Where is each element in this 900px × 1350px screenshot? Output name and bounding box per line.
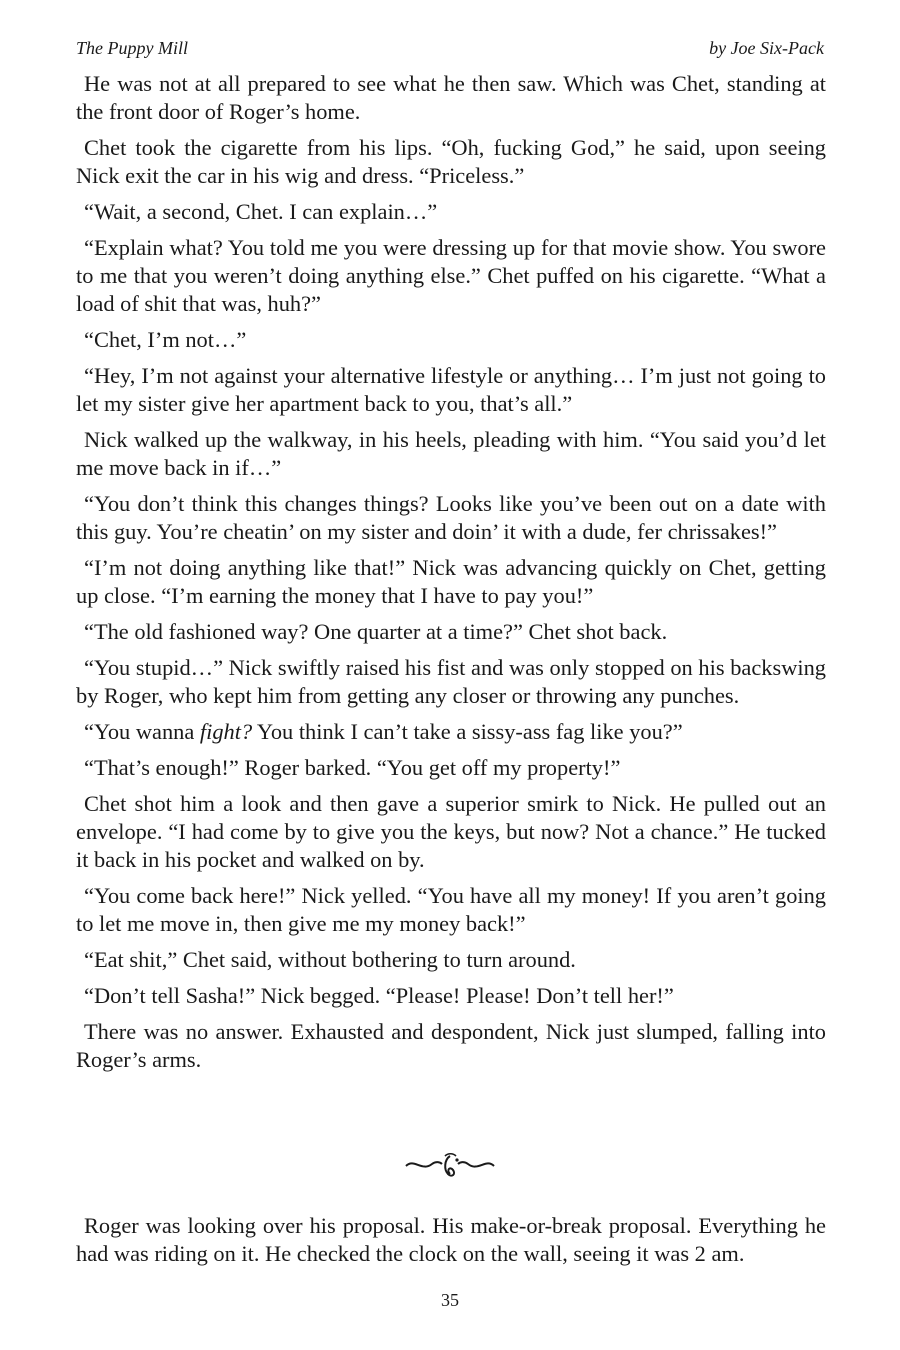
fight-italic: fight? — [199, 719, 253, 744]
paragraph: There was no answer. Exhausted and despondent, Nick just slumped, falling into Roger’s arms. — [76, 1019, 826, 1072]
paragraph: He was not at all prepared to see what he then saw. Which was Chet, standing at the front door of Roger’s home. — [76, 71, 826, 124]
paragraph: Nick walked up the walkway, in his heels, pleading with him. “You said you’d let me move back in if…” — [76, 427, 826, 480]
paragraph: “Wait, a second, Chet. I can explain…” — [84, 199, 438, 224]
page-number: 35 — [441, 1290, 459, 1310]
fight-before: “You wanna — [84, 719, 200, 744]
paragraph: “You come back here!” Nick yelled. “You have all my money! If you aren’t going to let me move in, then give me my money back!” — [76, 883, 826, 936]
paragraph: “Explain what? You told me you were dressing up for that movie show. You swore to me that you weren’t doing anything else.” Chet puffed on his cigarette. “What a load of shit that was, huh?” — [76, 235, 826, 316]
paragraph: Chet took the cigarette from his lips. “Oh, fucking God,” he said, upon seeing Nick exit the car in his wig and dress. “Priceless.” — [76, 135, 826, 188]
paragraph: “Chet, I’m not…” — [84, 327, 247, 352]
running-header-author: by Joe Six-Pack — [709, 38, 824, 58]
paragraph-fight — [76, 718, 826, 746]
body-text — [76, 70, 826, 1082]
paragraph: “The old fashioned way? One quarter at a time?” Chet shot back. — [84, 619, 668, 644]
paragraph: “Don’t tell Sasha!” Nick begged. “Please! Please! Don’t tell her!” — [84, 983, 674, 1008]
fight-after: You think I can’t take a sissy-ass fag like you?” — [252, 719, 683, 744]
paragraph: “You stupid…” Nick swiftly raised his fist and was only stopped on his backswing by Roger, who kept him from getting any closer or throwing any punches. — [76, 655, 826, 708]
paragraph: “Hey, I’m not against your alternative lifestyle or anything… I’m just not going to let my sister give her apartment back to you, that’s all.” — [76, 363, 826, 416]
running-header-title: The Puppy Mill — [76, 38, 188, 58]
paragraph: Chet shot him a look and then gave a superior smirk to Nick. He pulled out an envelope. “I had come by to give you the keys, but now? Not a chance.” He tucked it back in his pocket and walked on by. — [76, 791, 826, 872]
paragraph: “I’m not doing anything like that!” Nick was advancing quickly on Chet, getting up close. “I’m earning the money that I have to pay you!” — [76, 555, 826, 608]
paragraph: “You don’t think this changes things? Looks like you’ve been out on a date with this guy. You’re cheatin’ on my sister and doin’ it with a dude, fer chrissakes!” — [76, 491, 826, 544]
body-text-after-break — [76, 1212, 826, 1276]
paragraph: “Eat shit,” Chet said, without bothering to turn around. — [84, 947, 576, 972]
section-break-flourish-icon-svg — [400, 1148, 500, 1182]
paragraph: “That’s enough!” Roger barked. “You get off my property!” — [84, 755, 621, 780]
section-break-flourish-icon — [0, 1148, 900, 1186]
paragraph: Roger was looking over his proposal. His make-or-break proposal. Everything he had was riding on it. He checked the clock on the wall, seeing it was 2 am. — [76, 1213, 826, 1266]
